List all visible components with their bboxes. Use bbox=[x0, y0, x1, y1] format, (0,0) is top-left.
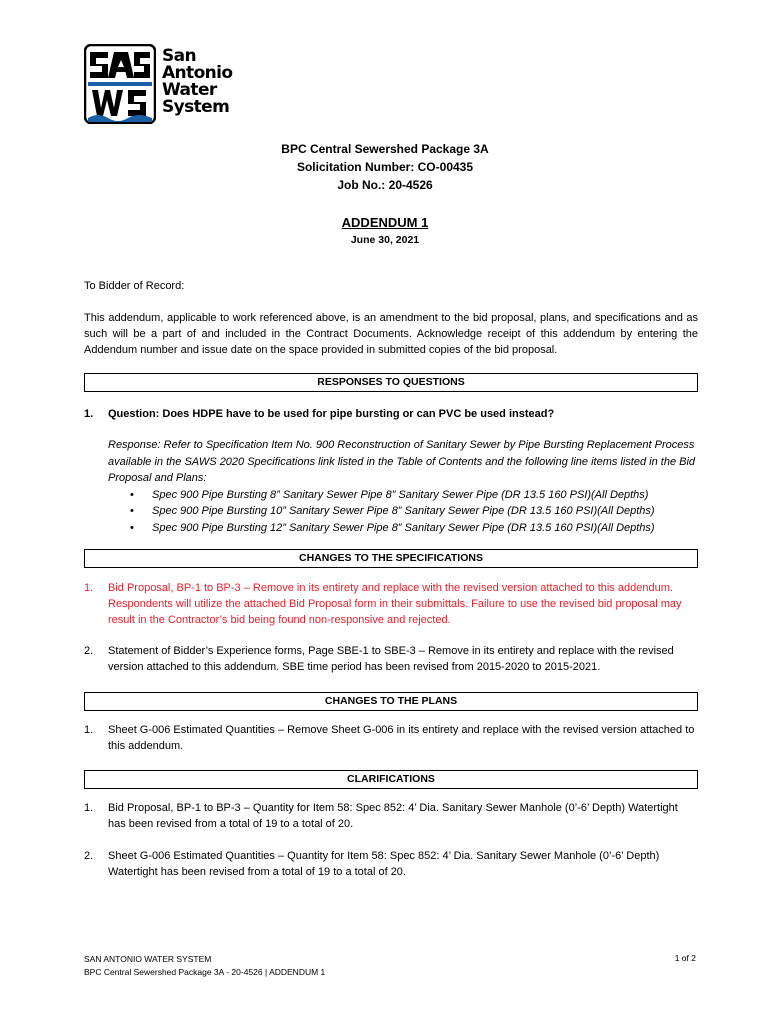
list-item bbox=[130, 520, 698, 537]
addendum-date: June 30, 2021 bbox=[350, 234, 420, 246]
logo-line: San bbox=[162, 46, 197, 66]
question-item bbox=[84, 406, 698, 422]
section-header-responses: RESPONSES TO QUESTIONS bbox=[84, 373, 698, 392]
footer-org: SAN ANTONIO WATER SYSTEM bbox=[84, 954, 212, 964]
spec-change-item bbox=[84, 643, 698, 675]
plan-change-text: Sheet G-006 Estimated Quantities – Remove Sheet G-006 in its entirety and replace with the revised version attached to this addendum. bbox=[108, 724, 695, 752]
job-number: Job No.: 20-4526 bbox=[337, 178, 433, 192]
logo-line: Antonio bbox=[162, 63, 233, 83]
section-header-specifications: CHANGES TO THE SPECIFICATIONS bbox=[84, 549, 698, 568]
question-text: Question: Does HDPE have to be used for pipe bursting or can PVC be used instead? bbox=[108, 408, 555, 420]
bullet-text: Spec 900 Pipe Bursting 12” Sanitary Sewer Pipe 8” Sanitary Sewer Pipe (DR 13.5 160 PSI)(All Depths) bbox=[152, 521, 655, 534]
saws-logo bbox=[84, 44, 233, 126]
item-number: 1. bbox=[84, 802, 94, 814]
list-item bbox=[130, 487, 698, 504]
solicitation-number: Solicitation Number: CO-00435 bbox=[296, 160, 474, 174]
logo-line: System bbox=[162, 97, 230, 117]
item-number: 1. bbox=[84, 582, 94, 594]
clarification-item bbox=[84, 800, 698, 832]
plan-change-item bbox=[84, 722, 698, 754]
clarification-text: Sheet G-006 Estimated Quantities – Quantity for Item 58: Spec 852: 4’ Dia. Sanitary Sewer Manhole (0’-6’ Depth) Watertight has been revised from a total of 19 to a total of 20. bbox=[108, 850, 660, 878]
section-header-plans: CHANGES TO THE PLANS bbox=[84, 692, 698, 711]
saws-logo-icon bbox=[84, 44, 156, 124]
spec-change-text: Bid Proposal, BP-1 to BP-3 – Remove in its entirety and replace with the revised version attached to this addendum. Respondents will utilize the attached Bid Proposal form in their submittals. Failure to use the revised bid proposal may result in the Contractor’s bid being found non-responsive and rejected. bbox=[108, 582, 682, 626]
spec-change-text: Statement of Bidder’s Experience forms, Page SBE-1 to SBE-3 – Remove in its entirety and replace with the revised version attached to this addendum. SBE time period has been revised from 2015-2020 to 2015-2021. bbox=[108, 645, 674, 673]
item-number: 2. bbox=[84, 850, 94, 862]
item-number: 2. bbox=[84, 645, 94, 657]
bullet-text: Spec 900 Pipe Bursting 8” Sanitary Sewer Pipe 8” Sanitary Sewer Pipe (DR 13.5 160 PSI)(All Depths) bbox=[152, 488, 649, 501]
bullet-text: Spec 900 Pipe Bursting 10” Sanitary Sewer Pipe 8” Sanitary Sewer Pipe (DR 13.5 160 PSI)(All Depths) bbox=[152, 505, 655, 517]
section-header-clarifications: CLARIFICATIONS bbox=[84, 770, 698, 789]
spec-change-item bbox=[84, 580, 698, 628]
greeting: To Bidder of Record: bbox=[84, 280, 185, 292]
addendum-title: ADDENDUM 1 bbox=[341, 215, 429, 230]
footer-doc: BPC Central Sewershed Package 3A - 20-4526 | ADDENDUM 1 bbox=[84, 967, 326, 977]
logo-line: Water bbox=[162, 80, 217, 100]
response-text: Response: Refer to Specification Item No. 900 Reconstruction of Sanitary Sewer by Pipe Bursting Replacement Process available in the SAWS 2020 Specifications link listed in the Table of Contents and the following line items listed in the Bid Proposal and Plans: bbox=[108, 439, 696, 484]
project-title: BPC Central Sewershed Package 3A bbox=[281, 142, 489, 156]
bullet-icon: • bbox=[130, 505, 134, 517]
intro-paragraph: This addendum, applicable to work referenced above, is an amendment to the bid proposal, plans, and specifications and as such will be a part of and included in the Contract Documents. Acknowledge receipt of this addendum by entering the Addendum number and issue date on the space provided in submitted copies of the bid proposal. bbox=[84, 312, 698, 356]
page-footer bbox=[84, 953, 325, 979]
item-number: 1. bbox=[84, 408, 94, 420]
response-block bbox=[108, 437, 698, 536]
bullet-icon: • bbox=[130, 521, 134, 534]
clarification-text: Bid Proposal, BP-1 to BP-3 – Quantity for Item 58: Spec 852: 4’ Dia. Sanitary Sewer Manhole (0’-6’ Depth) Watertight has been revised from a total of 19 to a total of 20. bbox=[108, 802, 678, 830]
response-bullet-list bbox=[108, 487, 698, 537]
bullet-icon: • bbox=[130, 488, 134, 501]
clarification-item bbox=[84, 848, 698, 880]
list-item bbox=[130, 503, 698, 520]
saws-logo-wordmark bbox=[162, 48, 232, 116]
page-number: 1 of 2 bbox=[674, 953, 696, 963]
item-number: 1. bbox=[84, 724, 94, 736]
